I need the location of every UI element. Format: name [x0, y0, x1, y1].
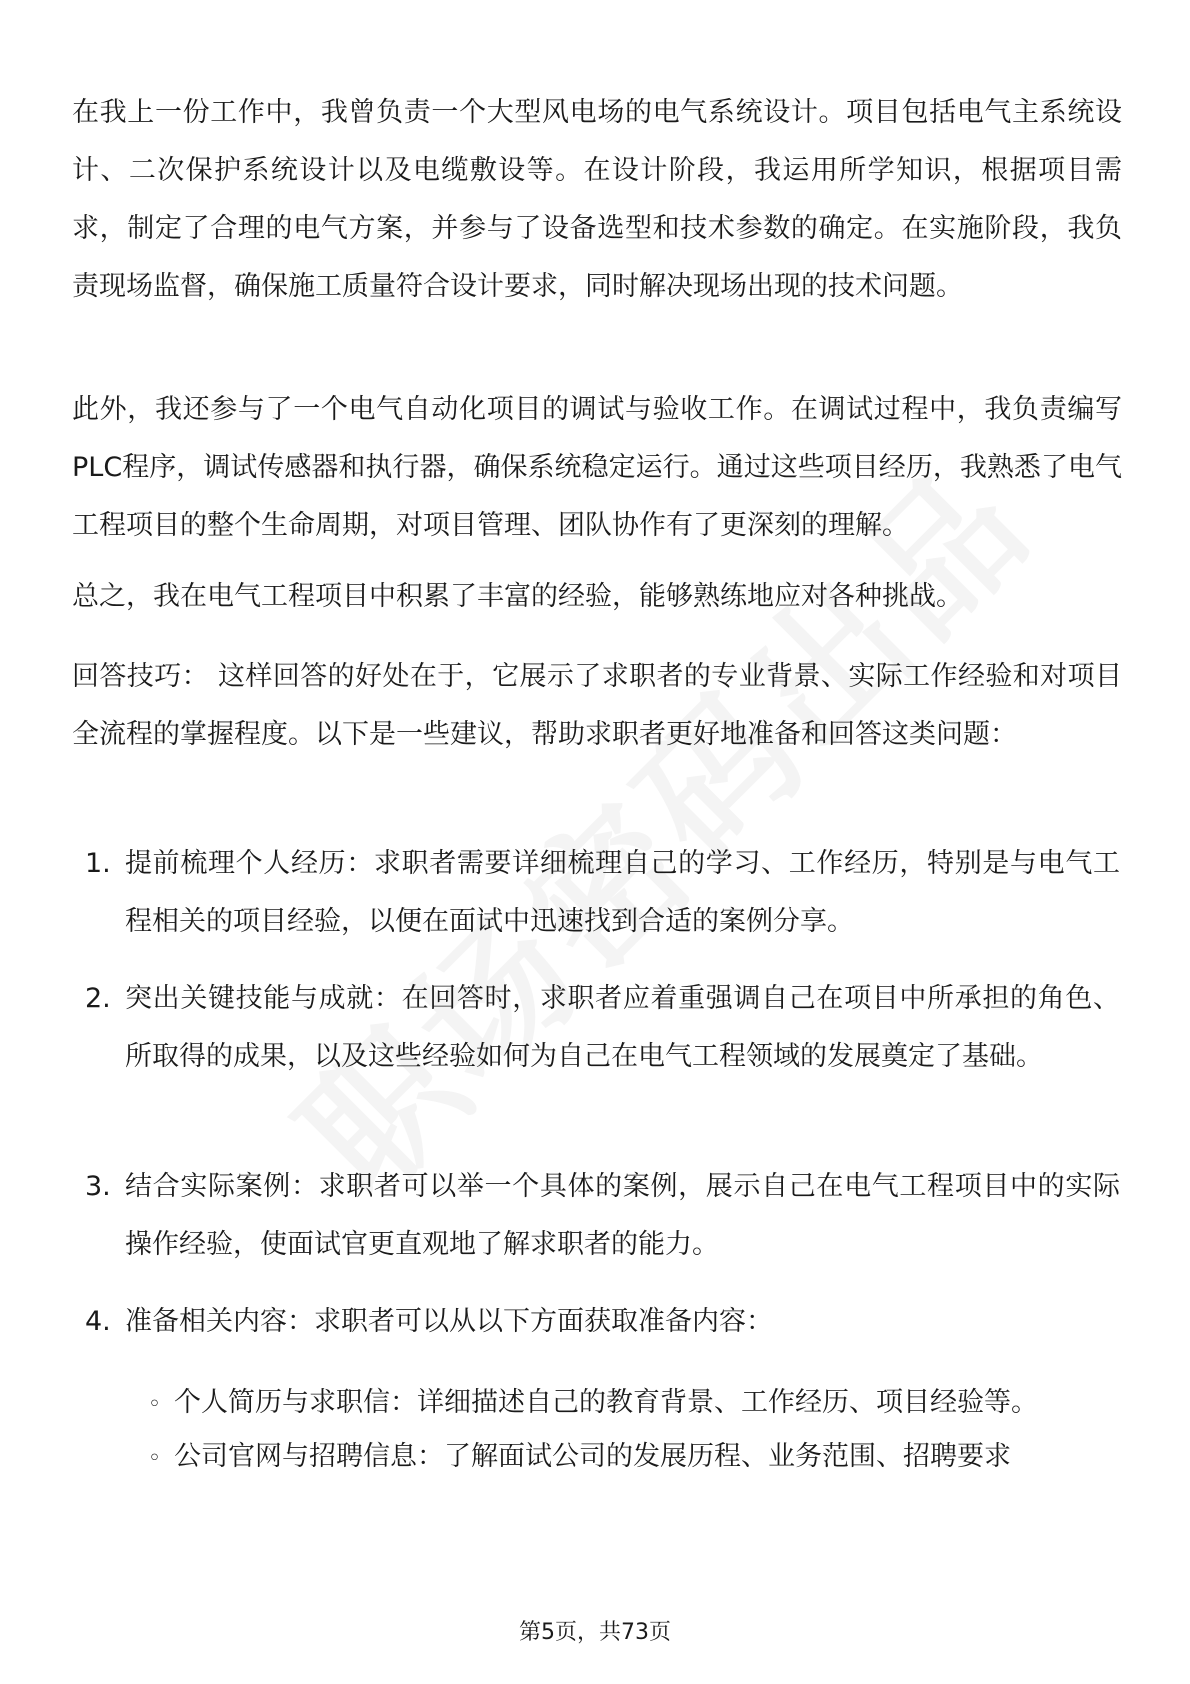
bullet-text: 个人简历与求职信：详细描述自己的教育背景、工作经历、项目经验等。 [174, 1387, 1038, 1418]
bullet-circle-icon: ◦ [148, 1392, 161, 1417]
page-footer: 第5页，共73页 [519, 1620, 671, 1645]
list-text: 提前梳理个人经历：求职者需要详细梳理自己的学习、工作经历，特别是与电气工程相关的项目经验，以便在面试中迅速找到合适的案例分享。 [125, 848, 1120, 937]
paragraph-1: 在我上一份工作中，我曾负责一个大型风电场的电气系统设计。项目包括电气主系统设计、二次保护系统设计以及电缆敷设等。在设计阶段，我运用所学知识，根据项目需求，制定了合理的电气方案，并参与了设备选型和技术参数的确定。在实施阶段，我负责现场监督，确保施工质量符合设计要求，同时解决现场出现的技术问题。 [72, 97, 1122, 302]
paragraph-2: 此外，我还参与了一个电气自动化项目的调试与验收工作。在调试过程中，我负责编写PLC程序，调试传感器和执行器，确保系统稳定运行。通过这些项目经历，我熟悉了电气工程项目的整个生命周期，对项目管理、团队协作有了更深刻的理解。 [72, 394, 1122, 541]
bullet-text: 公司官网与招聘信息：了解面试公司的发展历程、业务范围、招聘要求 [174, 1441, 1011, 1472]
bullet-item [148, 1374, 1118, 1434]
bullet-item [148, 1428, 1118, 1488]
list-number: 4. [85, 1306, 111, 1337]
list-number: 2. [85, 983, 111, 1014]
list-text: 结合实际案例：求职者可以举一个具体的案例，展示自己在电气工程项目中的实际操作经验，使面试官更直观地了解求职者的能力。 [125, 1171, 1120, 1260]
paragraph-tips: 回答技巧： 这样回答的好处在于，它展示了求职者的专业背景、实际工作经验和对项目全流程的掌握程度。以下是一些建议，帮助求职者更好地准备和回答这类问题： [72, 661, 1122, 750]
list-number: 1. [85, 848, 111, 879]
bullet-circle-icon: ◦ [148, 1446, 161, 1471]
paragraph-3: 总之，我在电气工程项目中积累了丰富的经验，能够熟练地应对各种挑战。 [72, 581, 963, 612]
list-number: 3. [85, 1171, 111, 1202]
list-text: 突出关键技能与成就：在回答时，求职者应着重强调自己在项目中所承担的角色、所取得的成果，以及这些经验如何为自己在电气工程领域的发展奠定了基础。 [125, 983, 1120, 1072]
list-text: 准备相关内容：求职者可以从以下方面获取准备内容： [125, 1306, 773, 1337]
